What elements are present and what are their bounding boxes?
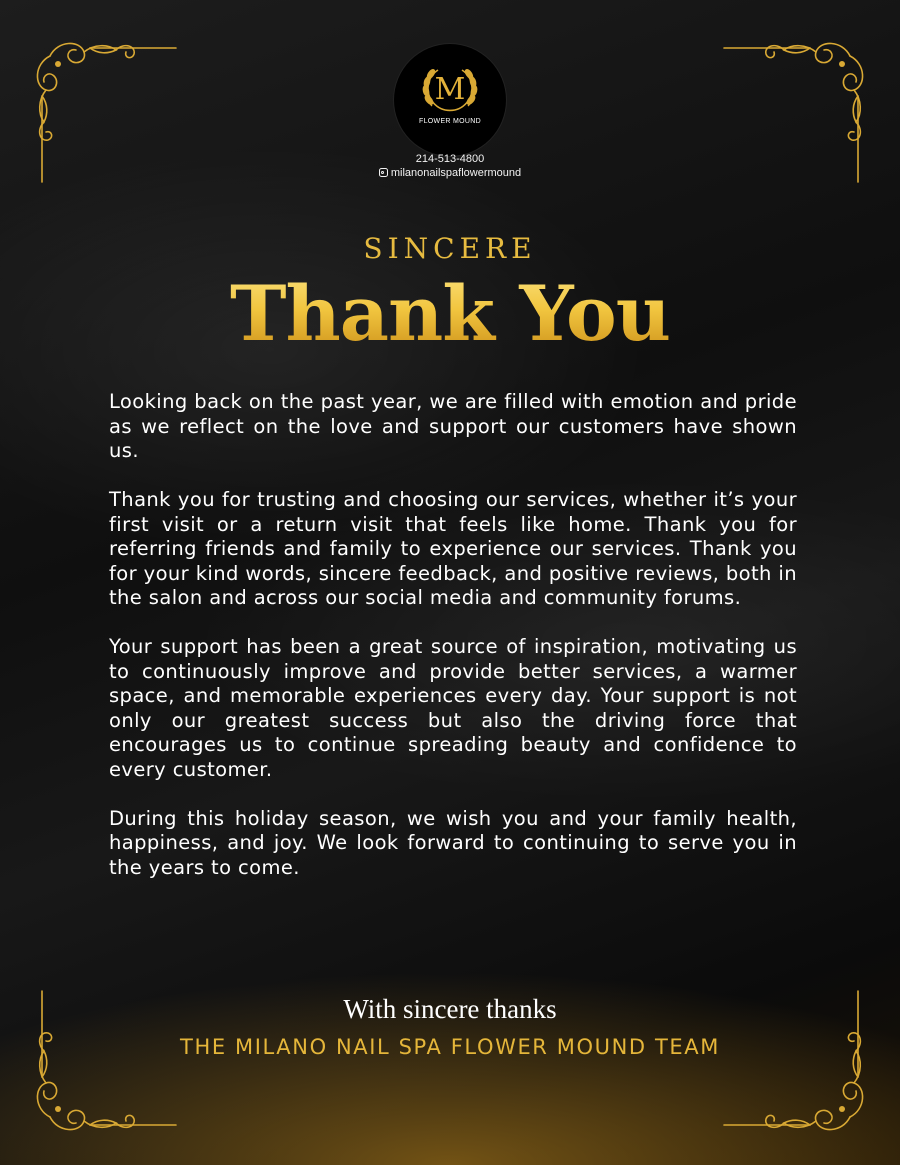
instagram-icon bbox=[379, 168, 388, 177]
brand-logo bbox=[394, 44, 506, 156]
heading-subtitle: SINCERE bbox=[363, 232, 537, 265]
instagram-handle-row bbox=[0, 166, 900, 180]
letter-body bbox=[109, 390, 797, 905]
team-signature: THE MILANO NAIL SPA FLOWER MOUND TEAM bbox=[180, 1035, 720, 1059]
signoff: With sincere thanks bbox=[343, 994, 557, 1024]
logo-monogram: M bbox=[434, 72, 466, 107]
paragraph: During this holiday season, we wish you and your family health, happiness, and joy. We look forward to continuing to serve you in the years to come. bbox=[109, 806, 797, 879]
instagram-handle: milanonailspaflowermound bbox=[390, 167, 522, 179]
logo-caption: FLOWER MOUND bbox=[419, 118, 481, 125]
contact-info bbox=[0, 152, 900, 180]
phone-number: 214-513-4800 bbox=[415, 153, 485, 165]
paragraph: Thank you for trusting and choosing our services, whether it’s your first visit or a return visit that feels like home. Thank you for referring friends and family to experience our services. Thank you for your kind words, sincere feedback, and positive reviews, both in the salon and across our social media and community forums. bbox=[109, 488, 797, 609]
heading-title: Thank You bbox=[0, 268, 900, 360]
paragraph: Your support has been a great source of inspiration, motivating us to continuously improve and provide better services, a warmer space, and memorable experiences every day. Your support is not only our greatest success but also the driving force that encourages us to continue spreading beauty and confidence to every customer. bbox=[109, 635, 797, 781]
paragraph: Looking back on the past year, we are filled with emotion and pride as we reflect on the love and support our customers have shown us. bbox=[109, 390, 797, 462]
